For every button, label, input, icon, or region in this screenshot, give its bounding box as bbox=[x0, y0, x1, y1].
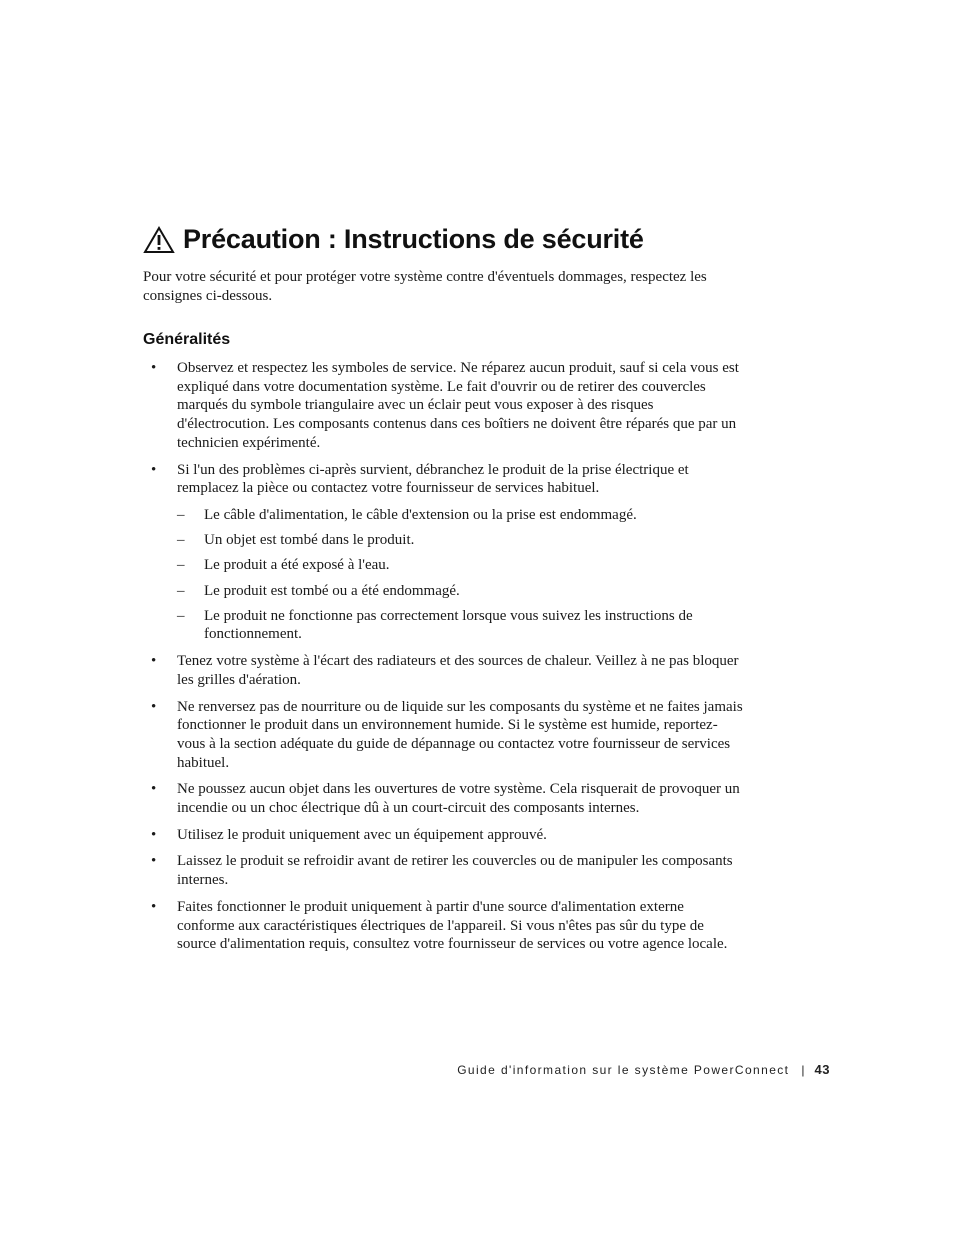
sub-list-item-text: Le produit ne fonctionne pas correctement lorsque vous suivez les instructions de fonctionnement. bbox=[204, 607, 693, 643]
list-item bbox=[143, 898, 743, 954]
list-item-text: Utilisez le produit uniquement avec un équipement approuvé. bbox=[177, 826, 547, 843]
sub-list-item-text: Le produit est tombé ou a été endommagé. bbox=[204, 582, 460, 599]
section-heading: Généralités bbox=[143, 331, 231, 348]
page-footer bbox=[457, 1062, 830, 1077]
list-item bbox=[143, 780, 743, 817]
page-number: 43 bbox=[814, 1062, 830, 1077]
title-text: Précaution : Instructions de sécurité bbox=[183, 224, 644, 254]
sub-list-item bbox=[177, 607, 743, 644]
sub-list-item bbox=[177, 531, 743, 550]
sub-list-item-text: Un objet est tombé dans le produit. bbox=[204, 532, 415, 549]
list-item-text: Faites fonctionner le produit uniquement à partir d'une source d'alimentation externe conforme aux caractéristiques électriques de l'appareil. Si vous n'êtes pas sûr du type de source d'alimentation requis, consultez votre fournisseur de services ou votre agence locale. bbox=[177, 898, 728, 953]
bullet-marker: • bbox=[151, 360, 157, 376]
list-item bbox=[143, 359, 743, 453]
footer-separator: | bbox=[801, 1062, 805, 1077]
list-item bbox=[143, 852, 743, 889]
footer-guide-title: Guide d'information sur le système PowerConnect bbox=[457, 1062, 790, 1077]
intro-paragraph: Pour votre sécurité et pour protéger votre système contre d'éventuels dommages, respectez les consignes ci-dessous. bbox=[143, 269, 707, 304]
list-item bbox=[143, 461, 743, 645]
dash-marker: – bbox=[177, 506, 185, 523]
bullet-marker: • bbox=[151, 653, 157, 670]
list-item bbox=[143, 698, 743, 773]
sub-list bbox=[177, 506, 743, 644]
list-item-text: Tenez votre système à l'écart des radiateurs et des sources de chaleur. Veillez à ne pas bloquer les grilles d'aération. bbox=[177, 653, 739, 688]
list-item-text: Observez et respectez les symboles de service. Ne réparez aucun produit, sauf si cela vous est expliqué dans votre documentation système. Le fait d'ouvrir ou de retirer des couvercles marqués du symbole triangulaire avec un éclair peut vous exposer à des risques d'électrocution. Les composants contenus dans ces boîtiers ne doivent être réparés que par un technicien expérimenté. bbox=[177, 360, 739, 451]
dash-marker: – bbox=[177, 532, 185, 549]
list-item bbox=[143, 652, 743, 689]
bullet-marker: • bbox=[151, 781, 157, 798]
page-title bbox=[143, 224, 644, 255]
list-item-text: Si l'un des problèmes ci-après survient, débranchez le produit de la prise électrique et remplacez la pièce ou contactez votre fournisseur de services habituel. bbox=[177, 461, 689, 497]
dash-marker: – bbox=[177, 557, 185, 574]
sub-list-item bbox=[177, 506, 743, 525]
bullet-marker: • bbox=[151, 853, 157, 870]
list-item-text: Ne renversez pas de nourriture ou de liquide sur les composants du système et ne faites jamais fonctionner le produit dans un environnement humide. Si le système est humide, reportez-vous à la section adéquate du guide de dépannage ou contactez votre fournisseur de services habituel. bbox=[177, 698, 743, 771]
sub-list-item bbox=[177, 556, 743, 575]
safety-instructions-list bbox=[143, 359, 743, 962]
sub-list-item-text: Le produit a été exposé à l'eau. bbox=[204, 557, 390, 574]
sub-list-item-text: Le câble d'alimentation, le câble d'extension ou la prise est endommagé. bbox=[204, 506, 637, 523]
dash-marker: – bbox=[177, 582, 185, 599]
bullet-marker: • bbox=[151, 461, 157, 478]
list-item-text: Ne poussez aucun objet dans les ouvertures de votre système. Cela risquerait de provoquer un incendie ou un choc électrique dû à un court-circuit des composants internes. bbox=[177, 781, 740, 817]
sub-list-item bbox=[177, 582, 743, 601]
list-item-text: Laissez le produit se refroidir avant de retirer les couvercles ou de manipuler les composants internes. bbox=[177, 853, 733, 889]
bullet-marker: • bbox=[151, 826, 157, 843]
bullet-marker: • bbox=[151, 898, 157, 915]
list-item bbox=[143, 826, 743, 845]
bullet-marker: • bbox=[151, 698, 157, 715]
dash-marker: – bbox=[177, 607, 185, 624]
warning-triangle-icon bbox=[143, 226, 175, 254]
